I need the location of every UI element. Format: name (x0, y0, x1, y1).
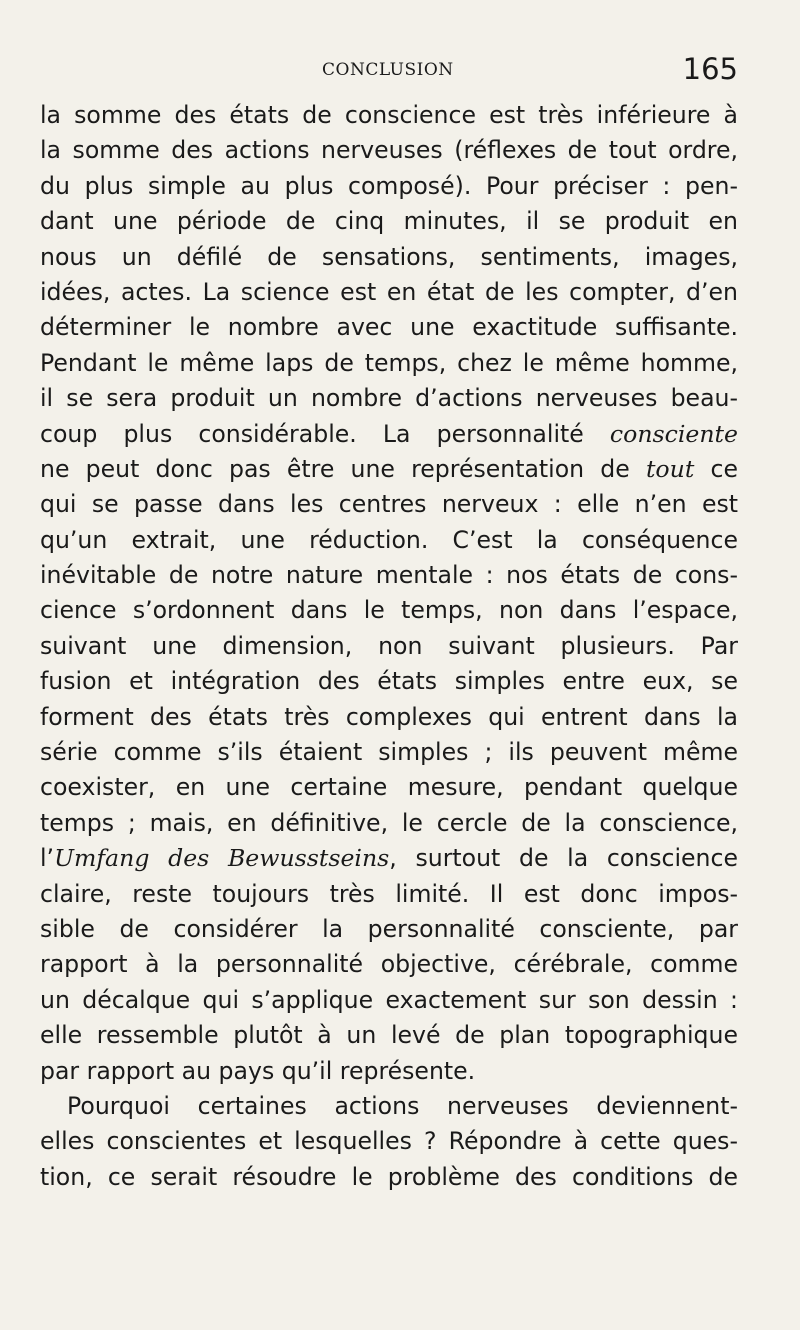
text-line (40, 841, 738, 876)
line-text-after: ce (694, 454, 738, 483)
text-line (40, 700, 738, 735)
text-line (40, 1089, 738, 1124)
text-line (40, 275, 738, 310)
line-text: inévitable de notre nature mentale : nos états de cons- (40, 561, 738, 590)
line-text: tion, ce serait résoudre le problème des conditions de (40, 1162, 738, 1191)
text-line (40, 735, 738, 770)
line-text-before: ne peut donc pas être une représentation de (40, 454, 646, 483)
text-line (40, 912, 738, 947)
line-text: du plus simple au plus composé). Pour préciser : pen- (40, 171, 738, 200)
line-text-before: coup plus considérable. La personnalité (40, 419, 610, 448)
italic-text: tout (645, 454, 695, 483)
running-title: CONCLUSION (322, 60, 454, 80)
text-line (40, 452, 738, 487)
line-text: nous un défilé de sensations, sentiments, images, (40, 242, 738, 271)
line-text: elle ressemble plutôt à un levé de plan topographique (40, 1021, 738, 1050)
line-text-after: , surtout de la conscience (389, 844, 738, 873)
line-text: par rapport au pays qu’il représente. (40, 1056, 476, 1085)
line-text: déterminer le nombre avec une exactitude suffisante. (40, 313, 738, 342)
line-text: dant une période de cinq minutes, il se produit en (40, 207, 738, 236)
body-text (40, 98, 738, 1195)
line-text: qui se passe dans les centres nerveux : elle n’en est (40, 490, 738, 519)
line-text: rapport à la personnalité objective, cérébrale, comme (40, 950, 738, 979)
text-line (40, 1018, 738, 1053)
line-text: la somme des états de conscience est très inférieure à (40, 101, 738, 129)
line-text: claire, reste toujours très limité. Il est donc impos- (40, 879, 738, 908)
line-text-before: l’ (40, 844, 55, 873)
text-line (40, 877, 738, 912)
line-text: coexister, en une certaine mesure, pendant quelque (40, 773, 738, 802)
line-text: un décalque qui s’applique exactement sur son dessin : (40, 985, 738, 1014)
text-line (40, 983, 738, 1018)
line-text: Pendant le même laps de temps, chez le même homme, (40, 348, 738, 377)
text-line (40, 1124, 738, 1159)
text-line (40, 169, 738, 204)
italic-text: Umfang des Bewusstseins (54, 844, 390, 873)
line-text: Pourquoi certaines actions nerveuses deviennent- (67, 1091, 738, 1120)
text-line (40, 1160, 738, 1195)
page-header (40, 52, 738, 88)
line-text: la somme des actions nerveuses (réflexes de tout ordre, (40, 136, 738, 165)
line-text: cience s’ordonnent dans le temps, non dans l’espace, (40, 596, 738, 625)
text-line (40, 133, 738, 168)
line-text: suivant une dimension, non suivant plusieurs. Par (40, 631, 738, 660)
text-line (40, 240, 738, 275)
text-line (40, 487, 738, 522)
text-line (40, 381, 738, 416)
text-line (40, 346, 738, 381)
line-text: elles conscientes et lesquelles ? Répondre à cette ques- (40, 1127, 738, 1156)
line-text: sible de considérer la personnalité consciente, par (40, 914, 738, 943)
text-line (40, 629, 738, 664)
text-line (40, 98, 738, 133)
line-text: fusion et intégration des états simples entre eux, se (40, 667, 738, 696)
italic-text: consciente (609, 419, 738, 448)
text-line (40, 558, 738, 593)
text-line (40, 417, 738, 452)
text-line (40, 770, 738, 805)
line-text: il se sera produit un nombre d’actions nerveuses beau- (40, 384, 738, 413)
text-line (40, 593, 738, 628)
line-text: forment des états très complexes qui entrent dans la (40, 702, 738, 731)
line-text: qu’un extrait, une réduction. C’est la conséquence (40, 525, 738, 554)
line-text: temps ; mais, en définitive, le cercle de la conscience, (40, 808, 738, 837)
line-text: série comme s’ils étaient simples ; ils peuvent même (40, 738, 738, 767)
text-line (40, 947, 738, 982)
text-line (40, 204, 738, 239)
text-line (40, 664, 738, 699)
page-number: 165 (682, 52, 738, 86)
text-line (40, 806, 738, 841)
line-text: idées, actes. La science est en état de les compter, d’en (40, 277, 738, 306)
text-line (40, 1054, 738, 1089)
text-line (40, 523, 738, 558)
text-line (40, 310, 738, 345)
